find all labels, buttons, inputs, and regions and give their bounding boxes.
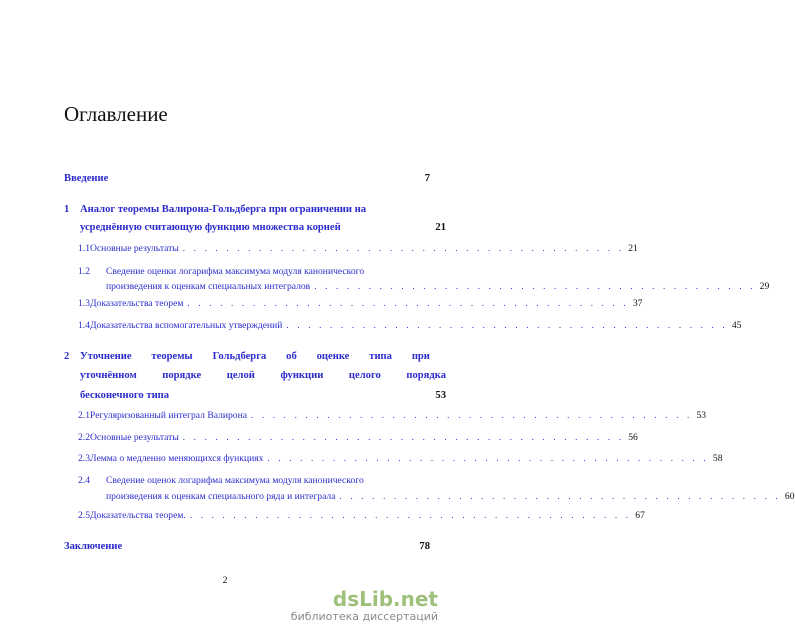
toc-entry-page: 56 — [628, 432, 638, 443]
toc-section-number: 2.4 — [78, 475, 90, 486]
toc-section-title: Доказательства теорем. — [90, 510, 186, 521]
toc-section-number: 1.1 — [78, 243, 90, 254]
toc-chapter-1-line-2[interactable] — [64, 222, 446, 233]
toc-section-1-3[interactable] — [64, 298, 643, 309]
toc-title-word: при — [411, 351, 430, 362]
toc-entry-page: 45 — [731, 320, 742, 331]
page-number: 2 — [222, 575, 228, 586]
toc-chapter-2-line-3[interactable] — [64, 390, 446, 401]
toc-leader-dots: . . . . . . . . . . . . . . . . . . . . . . . . . . . . . . . . . . . . . . . . . — [182, 243, 625, 253]
toc-entry-page: 53 — [696, 410, 707, 421]
toc-section-number: 2.3 — [78, 453, 90, 464]
toc-heading: Оглавление — [64, 102, 168, 126]
toc-entry-page: 78 — [419, 541, 430, 552]
toc-section-2-4-line-2[interactable] — [64, 491, 795, 502]
toc-chapter-2-line-1[interactable] — [64, 351, 430, 362]
toc-leader-dots: . . . . . . . . . . . . . . . . . . . . . . . . . . . . . . . . . . . . . . . . . — [314, 281, 756, 291]
toc-chapter-2-line-2[interactable] — [64, 370, 446, 381]
toc-title-word: функции — [280, 370, 324, 381]
toc-title-word: целого — [348, 370, 381, 381]
toc-entry-page: 29 — [759, 281, 770, 292]
toc-section-number: 2.2 — [78, 432, 90, 443]
toc-chapter-number: 1 — [64, 204, 70, 215]
toc-section-number: 1.2 — [78, 266, 90, 277]
toc-entry-page: 53 — [435, 390, 446, 401]
toc-section-2-5[interactable] — [64, 510, 645, 521]
toc-section-number: 2.5 — [78, 510, 90, 521]
toc-entry-label: Заключение — [64, 541, 123, 552]
toc-section-title: Сведение оценок логарифма максимума модуля канонического — [106, 475, 364, 486]
toc-section-2-4-line-1[interactable] — [64, 475, 430, 486]
toc-leader-dots: . . . . . . . . . . . . . . . . . . . . . . . . . . . . . . . . . . . . . . . . . — [286, 320, 728, 330]
toc-chapter-title: усреднённую считающую функцию множества корней — [80, 222, 341, 233]
toc-leader-dots: . . . . . . . . . . . . . . . . . . . . . . . . . . . . . . . . . . . . . . . . . — [189, 510, 632, 520]
toc-chapter-number: 2 — [64, 351, 70, 362]
toc-chapter-title — [80, 351, 430, 362]
toc-leader-dots: . . . . . . . . . . . . . . . . . . . . . . . . . . . . . . . . . . . . . . . . . — [187, 298, 629, 308]
toc-leader-dots: . . . . . . . . . . . . . . . . . . . . . . . . . . . . . . . . . . . . . . . . . — [182, 432, 625, 442]
toc-chapter-title: Аналог теоремы Валирона-Гольдберга при ограничении на — [80, 204, 367, 215]
watermark-subtitle: библиотека диссертаций — [290, 610, 438, 623]
toc-section-2-1[interactable] — [64, 410, 707, 421]
toc-section-number: 1.4 — [78, 320, 90, 331]
toc-section-1-4[interactable] — [64, 320, 742, 331]
toc-section-2-2[interactable] — [64, 432, 638, 443]
toc-section-1-2-line-1[interactable] — [64, 266, 430, 277]
toc-entry-introduction[interactable] — [64, 173, 430, 184]
toc-title-word: уточнённом — [80, 370, 137, 381]
watermark — [258, 588, 438, 624]
toc-section-1-1[interactable] — [64, 243, 638, 254]
toc-title-word: типа — [369, 351, 392, 362]
toc-entry-page: 7 — [424, 173, 430, 184]
toc-entry-conclusion[interactable] — [64, 541, 430, 552]
toc-leader-dots: . . . . . . . . . . . . . . . . . . . . . . . . . . . . . . . . . . . . . . . . . — [267, 453, 709, 463]
toc-section-number: 2.1 — [78, 410, 90, 421]
toc-section-title: Доказательства теорем — [90, 298, 184, 309]
toc-entry-page: 67 — [635, 510, 645, 521]
toc-leader-dots: . . . . . . . . . . . . . . . . . . . . . . . . . . . . . . . . . . . . . . . . . — [250, 410, 693, 420]
toc-section-title: Регуляризованный интеграл Валирона — [90, 410, 247, 421]
toc-title-word: Гольдберга — [212, 351, 267, 362]
toc-title-word: порядке — [162, 370, 202, 381]
toc-section-title: Доказательства вспомогательных утверждений — [90, 320, 283, 331]
toc-section-title: Основные результаты — [90, 243, 179, 254]
toc-leader-dots: . . . . . . . . . . . . . . . . . . . . . . . . . . . . . . . . . . . . . . . . . — [339, 491, 781, 501]
toc-entry-page: 58 — [712, 453, 723, 464]
toc-section-title: произведения к оценкам специального ряда и интеграла — [106, 491, 336, 502]
toc-entry-page: 37 — [632, 298, 643, 309]
toc-section-2-3[interactable] — [64, 453, 723, 464]
toc-entry-page: 21 — [435, 222, 446, 233]
toc-entry-page: 21 — [628, 243, 638, 254]
toc-title-word: целой — [226, 370, 255, 381]
toc-chapter-1-line-1[interactable] — [64, 204, 430, 215]
toc-title-word: порядка — [406, 370, 446, 381]
toc-title-word: Уточнение — [80, 351, 132, 362]
toc-section-1-2-line-2[interactable] — [64, 281, 770, 292]
toc-section-title: произведения к оценкам специальных интегралов — [106, 281, 311, 292]
toc-entry-label: Введение — [64, 173, 109, 184]
toc-title-word: об — [286, 351, 297, 362]
toc-entry-page: 60 — [784, 491, 795, 502]
toc-chapter-title: бесконечного типа — [80, 390, 170, 401]
toc-title-word: оценке — [316, 351, 350, 362]
toc-section-number: 1.3 — [78, 298, 90, 309]
watermark-logo: dsLib.net — [332, 587, 438, 611]
toc-section-title: Основные результаты — [90, 432, 179, 443]
toc-section-title: Сведение оценки логарифма максимума модуля канонического — [106, 266, 365, 277]
toc-title-word: теоремы — [151, 351, 193, 362]
toc-section-title: Лемма о медленно меняющихся функциях — [90, 453, 264, 464]
toc-chapter-title — [80, 370, 446, 381]
